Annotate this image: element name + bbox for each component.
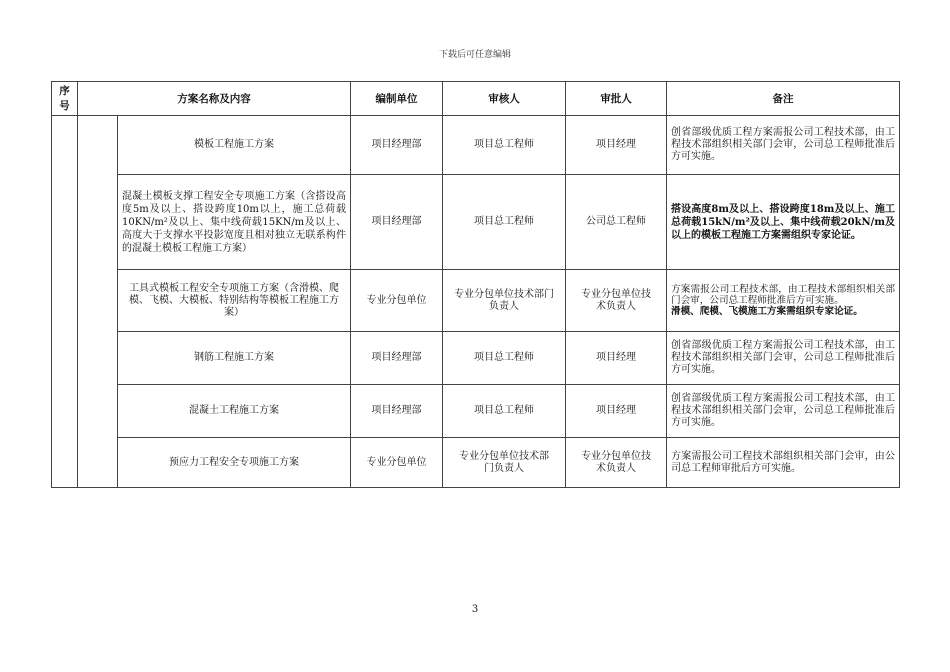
unit-cell: 项目经理部 [351,175,443,270]
header-reviewer: 审核人 [443,82,566,116]
remark-text: 方案需报公司工程技术部，由工程技术部组织相关部门会审，公司总工程师批准后方可实施。 [671,284,895,306]
table-row [52,332,900,385]
approver-cell: 专业分包单位技术负责人 [566,270,667,332]
remark-bold-text: 滑模、爬模、飞模施工方案需组织专家论证。 [671,306,863,317]
remark-cell [667,438,900,488]
page-number: 3 [471,604,479,615]
remark-cell [667,116,900,175]
approver-cell: 项目经理 [566,332,667,385]
reviewer-cell: 项目总工程师 [443,175,566,270]
approver-cell: 项目经理 [566,116,667,175]
remark-bold-text: 搭设高度8m及以上、搭设跨度18m及以上、施工总荷载15kN/m²及以上、集中线荷载20kN/m及以上的模板工程施工方案需组织专家论证。 [671,203,895,241]
unit-cell: 专业分包单位 [351,270,443,332]
unit-cell: 项目经理部 [351,385,443,438]
category-cell [78,116,118,488]
plan-name-cell: 钢筋工程施工方案 [118,332,351,385]
remark-cell [667,270,900,332]
construction-plan-table [51,81,900,488]
plan-name-cell: 模板工程施工方案 [118,116,351,175]
remark-cell [667,385,900,438]
reviewer-cell: 项目总工程师 [443,385,566,438]
reviewer-cell: 项目总工程师 [443,332,566,385]
table-row [52,175,900,270]
plan-name-cell: 预应力工程安全专项施工方案 [118,438,351,488]
seq-cell [52,116,78,488]
unit-cell: 项目经理部 [351,332,443,385]
table-row [52,270,900,332]
header-seq: 序号 [52,82,78,116]
remark-text: 创省部级优质工程方案需报公司工程技术部，由工程技术部组织相关部门会审，公司总工程师批准后方可实施。 [671,340,895,375]
plan-name-cell: 混凝土工程施工方案 [118,385,351,438]
header-remark: 备注 [667,82,900,116]
remark-text: 方案需报公司工程技术部组织相关部门会审，由公司总工程师审批后方可实施。 [671,450,895,474]
table-row [52,438,900,488]
header-approver: 审批人 [566,82,667,116]
unit-cell: 专业分包单位 [351,438,443,488]
header-plan-name: 方案名称及内容 [78,82,351,116]
unit-cell: 项目经理部 [351,116,443,175]
reviewer-cell: 专业分包单位技术部门负责人 [443,270,566,332]
plan-name-cell: 混凝土模板支撑工程安全专项施工方案（含搭设高度5m及以上、搭设跨度10m以上，施工总荷载10KN/m²及以上、集中线荷载15KN/m及以上、高度大于支撑水平投影宽度且相对独立无联系构件的混凝土模板工程施工方案） [118,175,351,270]
page-header-note: 下载后可任意编辑 [438,50,511,60]
table-header-row [52,82,900,116]
reviewer-cell: 专业分包单位技术部门负责人 [443,438,566,488]
remark-text: 创省部级优质工程方案需报公司工程技术部，由工程技术部组织相关部门会审，公司总工程师批准后方可实施。 [671,393,895,428]
remark-text: 创省部级优质工程方案需报公司工程技术部，由工程技术部组织相关部门会审，公司总工程师批准后方可实施。 [671,127,895,162]
table-row [52,385,900,438]
remark-cell [667,332,900,385]
plan-name-cell: 工具式模板工程安全专项施工方案（含滑模、爬模、飞模、大模板、特别结构等模板工程施工方案） [118,270,351,332]
reviewer-cell: 项目总工程师 [443,116,566,175]
approver-cell: 公司总工程师 [566,175,667,270]
header-unit: 编制单位 [351,82,443,116]
table-row [52,116,900,175]
approver-cell: 项目经理 [566,385,667,438]
approver-cell: 专业分包单位技术负责人 [566,438,667,488]
remark-cell [667,175,900,270]
